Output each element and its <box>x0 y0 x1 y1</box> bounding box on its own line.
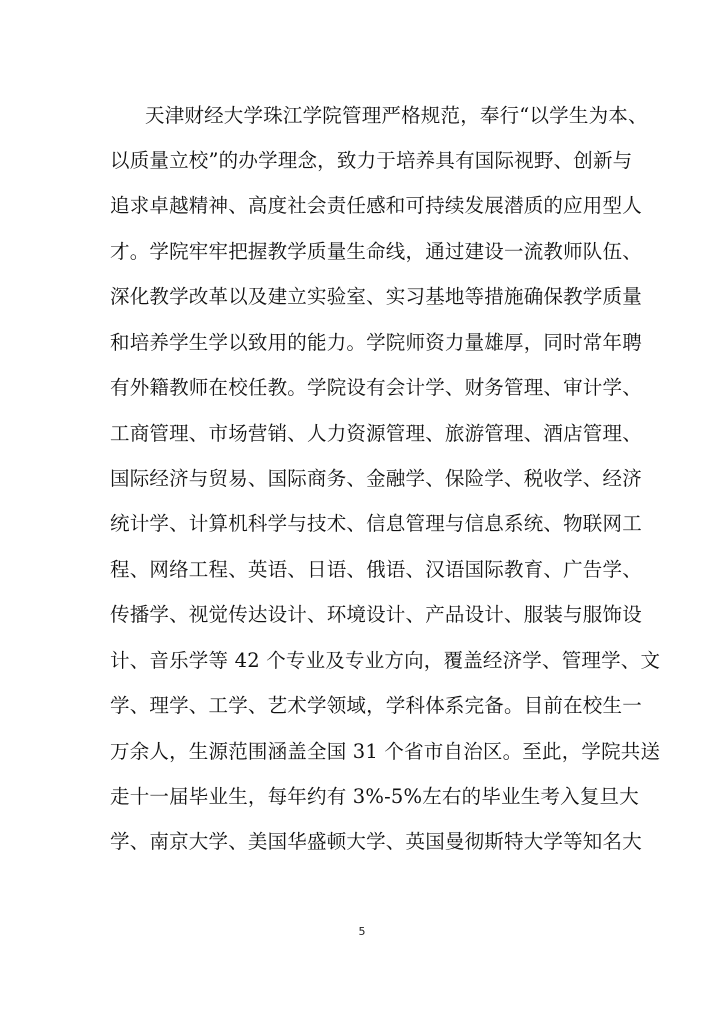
page-number: 5 <box>358 925 366 938</box>
paragraph-line: 统计学、计算机科学与技术、信息管理与信息系统、物联网工 <box>110 512 642 535</box>
paragraph-line: 以质量立校”的办学理念，致力于培养具有国际视野、创新与 <box>110 149 633 172</box>
paragraph-line: 天津财经大学珠江学院管理严格规范，奉行“以学生为本、 <box>145 104 648 127</box>
paragraph-line: 才。学院牢牢把握教学质量生命线，通过建设一流教师队伍、 <box>110 240 642 263</box>
paragraph-line: 万余人，生源范围涵盖全国 31 个省市自治区。至此，学院共送 <box>110 740 661 763</box>
paragraph-line: 传播学、视觉传达设计、环境设计、产品设计、服装与服饰设 <box>110 603 642 626</box>
paragraph-line: 学、南京大学、美国华盛顿大学、英国曼彻斯特大学等知名大 <box>110 830 642 853</box>
paragraph-line: 走十一届毕业生，每年约有 3%-5%左右的毕业生考入复旦大 <box>110 785 639 808</box>
paragraph-line: 程、网络工程、英语、日语、俄语、汉语国际教育、广告学、 <box>110 558 642 581</box>
paragraph-line: 工商管理、市场营销、人力资源管理、旅游管理、酒店管理、 <box>110 422 642 445</box>
paragraph-line: 追求卓越精神、高度社会责任感和可持续发展潜质的应用型人 <box>110 194 642 217</box>
paragraph-line: 计、音乐学等 42 个专业及专业方向，覆盖经济学、管理学、文 <box>110 649 661 672</box>
paragraph-line: 有外籍教师在校任教。学院设有会计学、财务管理、审计学、 <box>110 376 642 399</box>
paragraph-line: 和培养学生学以致用的能力。学院师资力量雄厚，同时常年聘 <box>110 331 642 354</box>
paragraph-line: 国际经济与贸易、国际商务、金融学、保险学、税收学、经济 <box>110 467 642 490</box>
paragraph-line: 学、理学、工学、艺术学领域，学科体系完备。目前在校生一 <box>110 694 642 717</box>
paragraph-line: 深化教学改革以及建立实验室、实习基地等措施确保教学质量 <box>110 285 642 308</box>
